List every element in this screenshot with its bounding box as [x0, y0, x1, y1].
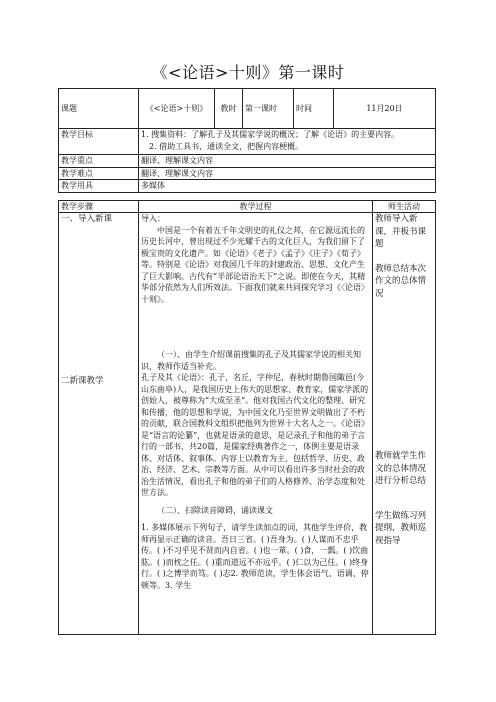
part-2-text: 1. 多媒体展示下列句子，请学生读加点的词，其他学生评价，教师再显示正确的读音。吾日三省。( )吾身为。( )人谋而不忠乎传。( )不习乎见不贤而内自省。( )也一箪。( )食，一瓢。( )饮曲肱。( )而枕之任。( )重而道远不亦远乎。( )仁以为己任。( )终身行。( )之博学而笃。( )志2. 教师范读，学生体会语气、语调、停顿等。3. 学生	[141, 523, 369, 590]
key-value: 翻译、理解课文内容	[139, 155, 436, 168]
lesson-plan-table	[58, 88, 436, 635]
tools-value: 多媒体	[139, 180, 436, 193]
steps-cell	[59, 213, 139, 635]
difficulty-value: 翻译、理解课文内容	[139, 167, 436, 180]
teacher-note-1: 教师导入新课，并板书课题	[375, 214, 427, 249]
date-label: 时间	[294, 89, 334, 129]
goal-item-2: 2. 借助工具书，通读全文，把握内容梗概。	[149, 141, 304, 151]
part-2-title: （二）、扫除读音障碍，诵读课文	[157, 505, 273, 515]
process-cell	[139, 213, 373, 635]
teacher-note-2: 教师总结本次作文的总体情况	[375, 263, 427, 299]
time-value: 第一课时	[243, 89, 294, 129]
column-steps: 教学步骤	[59, 200, 139, 213]
teacher-note-3: 教师就学生作文的总体情况进行分析总结	[375, 451, 427, 486]
part-1-text: 孔子及其《论语》：孔子，名丘，字仲尼，春秋时期鲁国陬邑(今山东曲阜)人，是我国历史上伟大的思想家、教育家，儒家学派的创始人，被尊称为“大成至圣”。他对我国古代文化的整理、研究和传播，他的思想和学说，为中国文化乃至世界文明做出了不朽的贡献，联合国教科文组织把他列为世界十大名人之一。《论语》是“语言的论纂”，也就是语录的意思，是记录孔子和他的弟子言行的一部书，共20篇，是儒家经典著作之一，体例主要是语录体、对话体、叙事体。内容上以教育为主，包括哲学、历史、政治、经济、艺术、宗教等方面。从中可以看出许多当时社会的政治生活情况，看出孔子和他的弟子们的人格修养、治学态度和处世方法。	[141, 373, 369, 497]
part-1-title: （一）、由学生介绍课前搜集的孔子及其儒家学说的相关知识，教师作适当补充。	[141, 350, 361, 371]
key-label: 教学重点	[59, 155, 139, 168]
spacer-row	[59, 192, 436, 200]
date-value: 11月20日	[334, 89, 436, 129]
intro-text: 中国是一个有着五千年文明史的礼仪之邦，在它源远流长的历史长河中，曾出现过不少光耀千古的文化巨人，为我们留下了极宝贵的文化遗产。如《论语》《老子》《孟子》《庄子》《荀子》等。特别是《论语》对我国几千年的封建政治、思想、文化产生了巨大影响。古代有“半部论语治天下”之说。即使在今天，其精华部分依然为人们所效法。下面我们就来共同探究学习《〈论语〉十则》。	[141, 225, 369, 304]
column-process: 教学过程	[139, 200, 373, 213]
difficulty-label: 教学难点	[59, 167, 139, 180]
goal-content	[139, 129, 436, 155]
goal-label: 教学目标	[59, 129, 139, 155]
teacher-cell	[373, 213, 436, 635]
intro-label: 导入：	[141, 214, 165, 223]
page-title: 《<论语>十则》第一课时	[151, 63, 345, 82]
topic-value: 《<论语>十则》	[139, 89, 215, 129]
topic-label: 课题	[59, 89, 139, 129]
time-label: 教时	[215, 89, 243, 129]
step-new-lesson: 二新课教学	[61, 376, 104, 386]
column-teacher: 师生活动	[373, 200, 436, 213]
step-intro: 一、导入新课	[61, 214, 113, 224]
goal-item-1: 1. 搜集资料：了解孔子及其儒家学说的概况；了解《论语》的主要内容。	[141, 130, 400, 139]
teacher-note-4: 学生做练习列提纲，教师巡视指导	[375, 510, 427, 546]
blank-gap	[141, 305, 370, 349]
tools-label: 教学用具	[59, 180, 139, 193]
